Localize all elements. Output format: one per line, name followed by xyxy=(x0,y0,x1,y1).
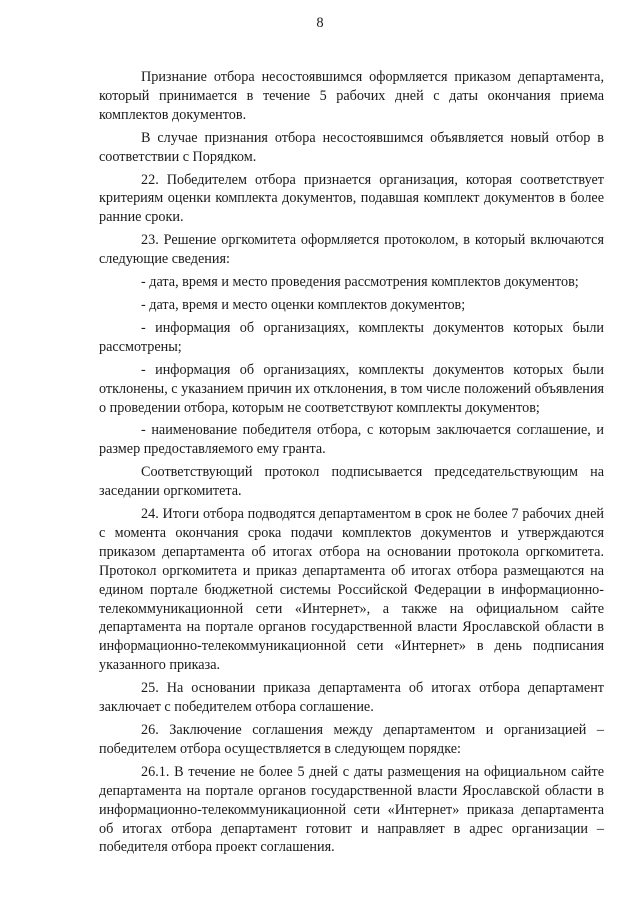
list-item-date-time-review: - дата, время и место проведения рассмотрения комплектов документов; xyxy=(141,274,579,291)
paragraph-22-winner: 22. Победителем отбора признается организация, которая соответствует критериям оценки комплекта документов, подавшая комплект документов в более ранние сроки. xyxy=(99,171,604,226)
list-item-winner-name: - наименование победителя отбора, с которым заключается соглашение, и размер предоставляемого ему гранта. xyxy=(99,422,604,458)
list-item-rejected-organizations: - информация об организациях, комплекты документов которых были отклонены, с указанием причин их отклонения, в том числе положений объявления о проведении отбора, которым не соответствуют комплекты документов; xyxy=(99,361,604,416)
paragraph-26-1-draft: 26.1. В течение не более 5 дней с даты размещения на официальном сайте департамента на портале органов государственной власти Ярославской области в информационно-телекоммуникационной сети «Интернет» приказа департамента об итогах отбора департамент готовит и направляет в адрес организации – победителя отбора проект соглашения. xyxy=(99,763,604,856)
paragraph-recognition-failed: Признание отбора несостоявшимся оформляется приказом департамента, который принимается в течение 5 рабочих дней с даты окончания приема комплектов документов. xyxy=(99,69,604,123)
document-body xyxy=(99,68,604,861)
paragraph-23-protocol: 23. Решение оргкомитета оформляется протоколом, в который включаются следующие сведения: xyxy=(99,232,604,268)
paragraph-protocol-signing: Соответствующий протокол подписывается председательствующим на заседании оргкомитета. xyxy=(99,464,604,500)
paragraph-25-agreement: 25. На основании приказа департамента об итогах отбора департамент заключает с победителем отбора соглашение. xyxy=(99,680,604,716)
paragraph-new-selection: В случае признания отбора несостоявшимся объявляется новый отбор в соответствии с Порядком. xyxy=(99,129,604,165)
paragraph-26-procedure: 26. Заключение соглашения между департаментом и организацией – победителем отбора осуществляется в следующем порядке: xyxy=(99,722,604,757)
list-item-date-time-evaluation: - дата, время и место оценки комплектов документов; xyxy=(141,296,466,313)
page-number: 8 xyxy=(316,15,324,31)
list-item-reviewed-organizations: - информация об организациях, комплекты документов которых были рассмотрены; xyxy=(99,319,604,355)
paragraph-24-results: 24. Итоги отбора подводятся департаментом в срок не более 7 рабочих дней с момента окончания срока подачи комплектов документов и утверждаются приказом департамента об итогах отбора на основании протокола оргкомитета. Протокол оргкомитета и приказ департамента об итогах отбора размещаются на едином портале бюджетной системы Российской Федерации в информационно-телекоммуникационной сети «Интернет», а также на официальном сайте департамента на портале органов государственной власти Ярославской области в информационно-телекоммуникационной сети «Интернет» в день подписания указанного приказа. xyxy=(99,506,604,674)
